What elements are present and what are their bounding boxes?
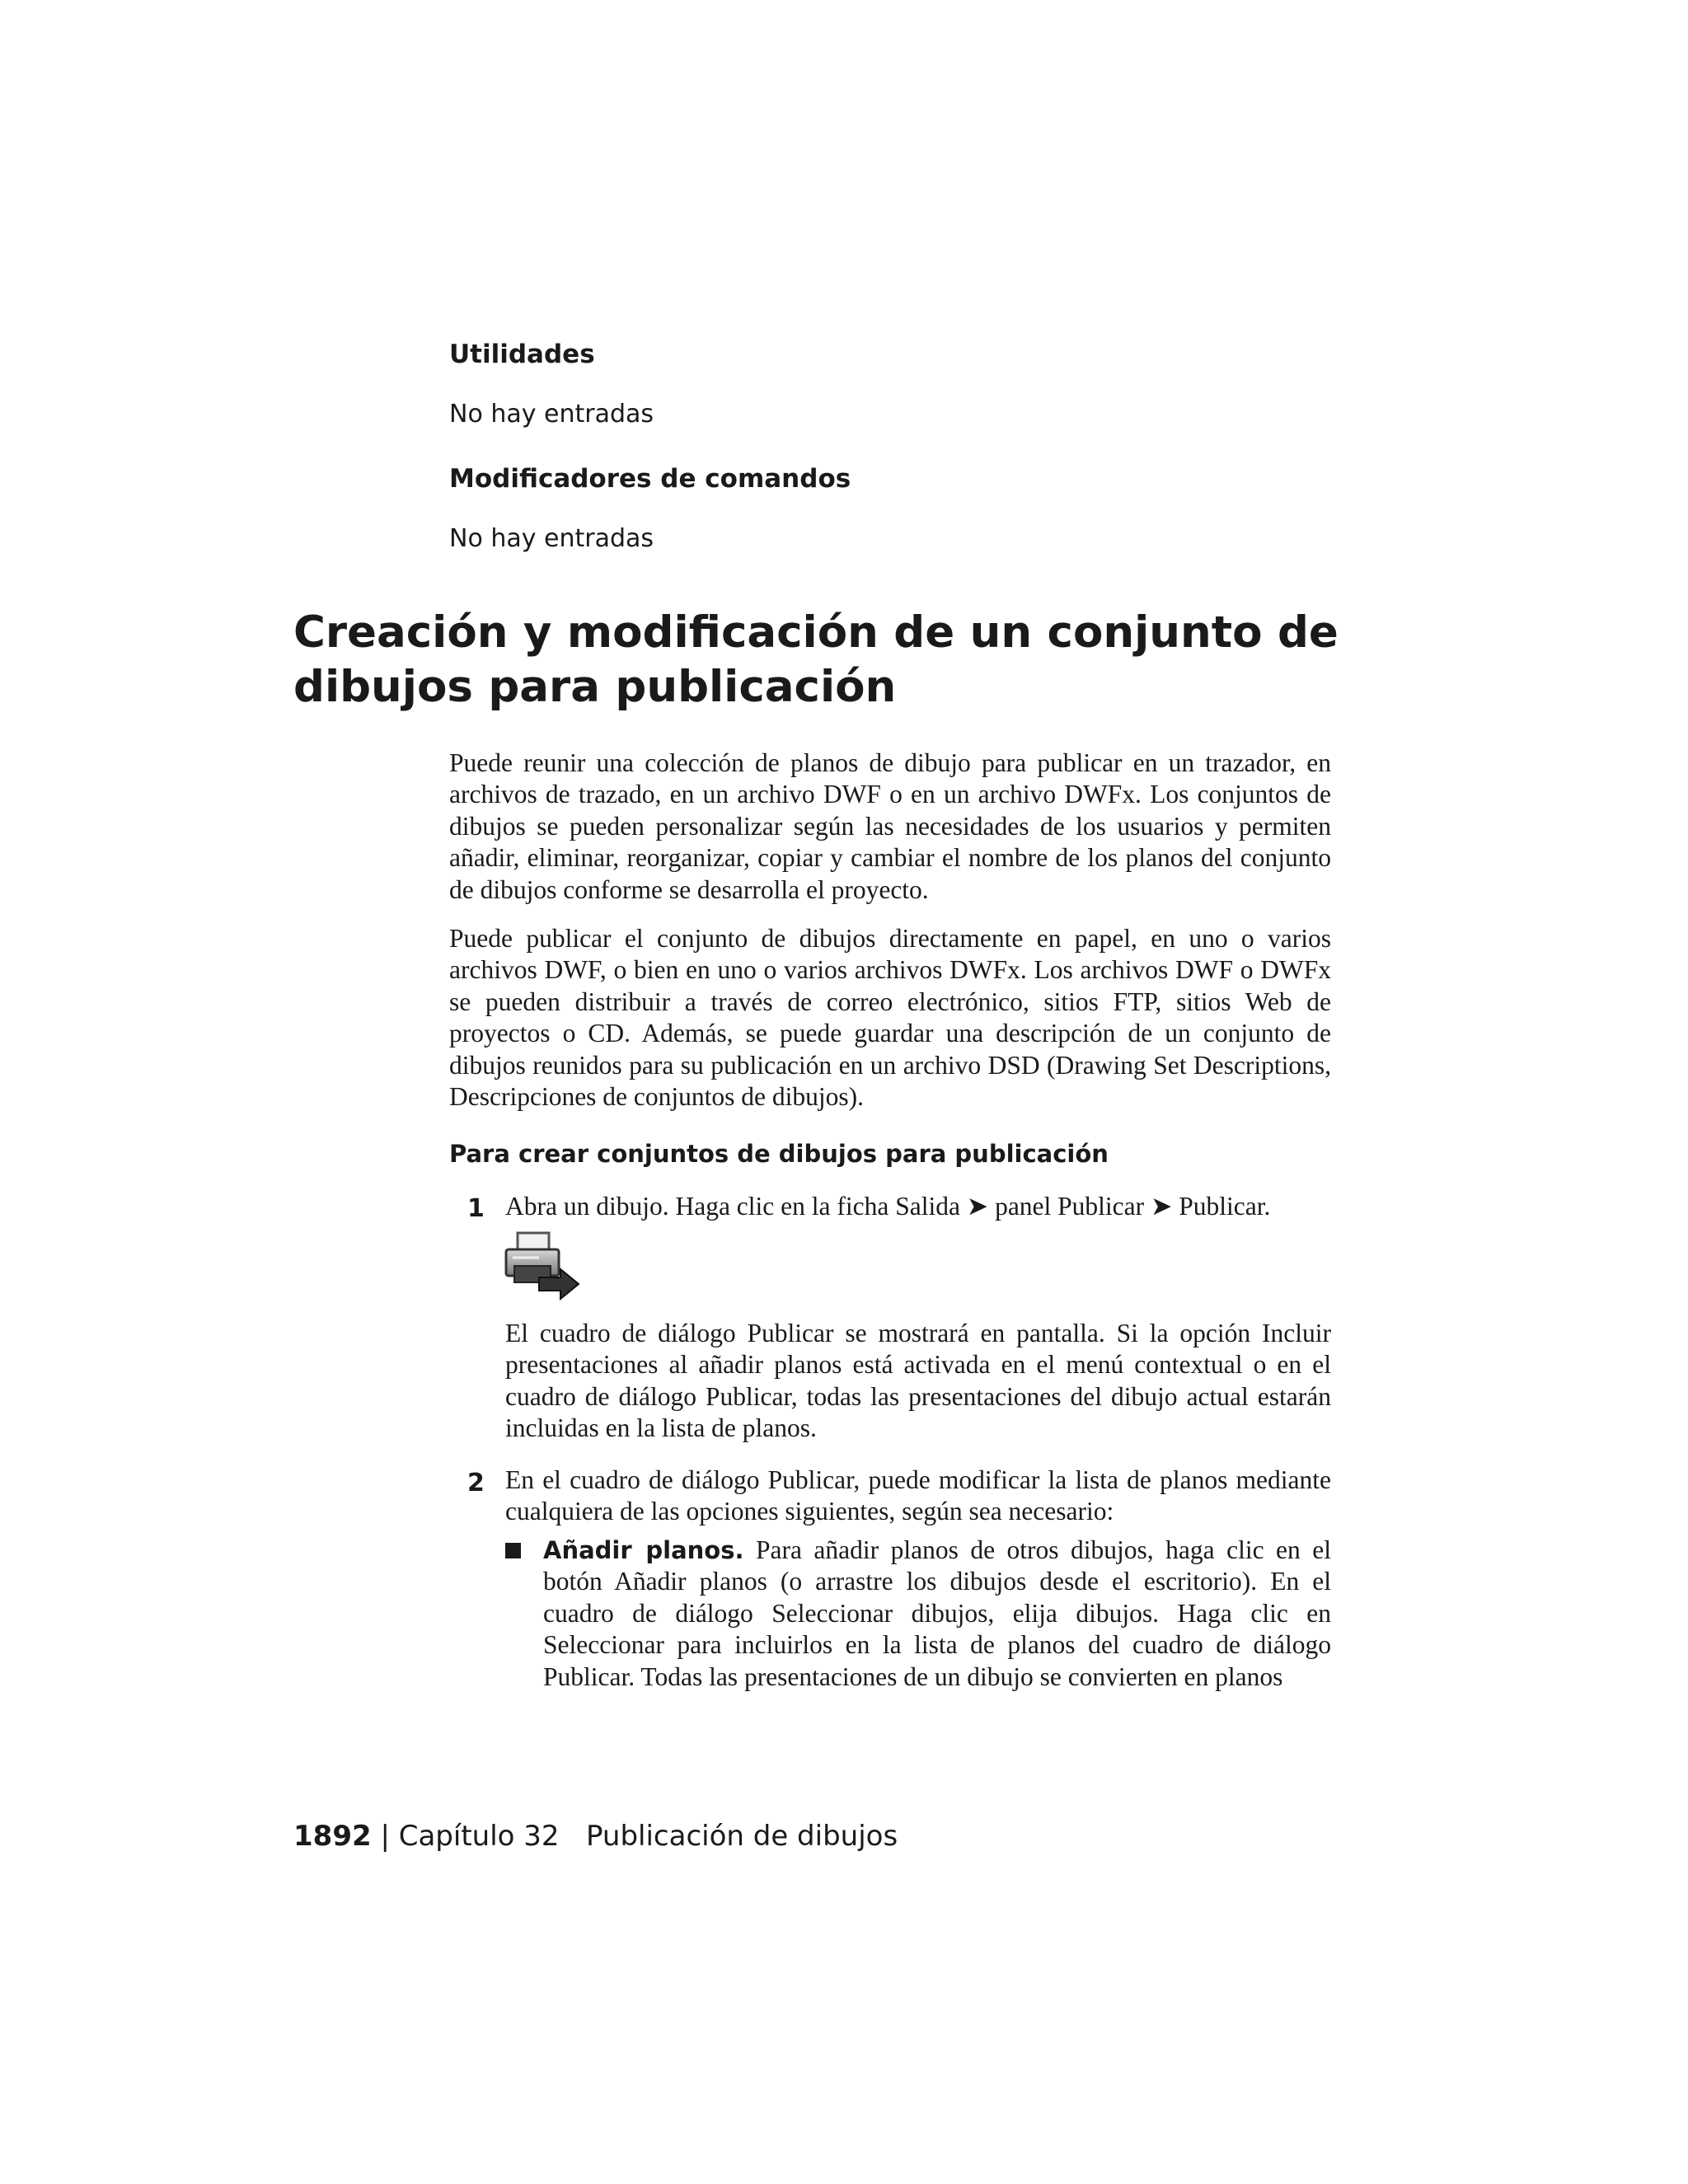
paragraph-2: Puede publicar el conjunto de dibujos directamente en papel, en uno o varios archivos DWF, o bien en uno o varios archivos DWFx. Los archivos DWF o DWFx se pueden distribuir a través de correo electrónico, sitios FTP, sitios Web de proyectos o CD. Además, se puede guardar una descripción de un conjunto de dibujos reunidos para su publicación en un archivo DSD (Drawing Set Descriptions, Descripciones de conjuntos de dibujos). [449, 924, 1331, 1112]
step-text: Abra un dibujo. Haga clic en la ficha Salida ➤ panel Publicar ➤ Publicar. [505, 1192, 1271, 1221]
publish-icon [503, 1228, 582, 1302]
page-footer [293, 1820, 898, 1853]
section-heading-utilidades: Utilidades [449, 340, 595, 369]
bullet-lead: Añadir planos. [543, 1536, 744, 1564]
bullet-item [543, 1535, 1331, 1693]
section-text-modificadores: No hay entradas [449, 524, 654, 553]
page-number: 1892 [293, 1820, 372, 1853]
bullet-square-icon [505, 1543, 521, 1558]
procedure-heading: Para crear conjuntos de dibujos para publicación [449, 1140, 1109, 1168]
footer-separator: | [380, 1820, 390, 1853]
step-text: En el cuadro de diálogo Publicar, puede modificar la lista de planos mediante cualquiera de las opciones siguientes, según sea necesario: [505, 1465, 1331, 1526]
paragraph-1: Puede reunir una colección de planos de dibujo para publicar en un trazador, en archivos de trazado, en un archivo DWF o en un archivo DWFx. Los conjuntos de dibujos se pueden personalizar según las necesidades de los usuarios y permiten añadir, eliminar, reorganizar, copiar y cambiar el nombre de los planos del conjunto de dibujos conforme se desarrolla el proyecto. [449, 748, 1331, 904]
section-text-utilidades: No hay entradas [449, 400, 654, 429]
step-number: 1 [467, 1194, 485, 1223]
footer-chapter-title: Publicación de dibujos [585, 1820, 898, 1853]
section-heading-modificadores: Modificadores de comandos [449, 464, 851, 494]
footer-chapter: Capítulo 32 [398, 1820, 560, 1853]
step-number: 2 [467, 1469, 485, 1497]
step-note: El cuadro de diálogo Publicar se mostrará en pantalla. Si la opción Incluir presentaciones al añadir planos está activada en el menú contextual o en el cuadro de diálogo Publicar, todas las presentaciones del dibujo actual estarán incluidas en la lista de planos. [505, 1319, 1331, 1443]
bullet-text: Para añadir planos de otros dibujos, haga clic en el botón Añadir planos (o arrastre los dibujos desde el escritorio). En el cuadro de diálogo Seleccionar dibujos, elija dibujos. Haga clic en Seleccionar para incluirlos en la lista de planos del cuadro de diálogo Publicar. Todas las presentaciones de un dibujo se convierten en planos [543, 1535, 1331, 1691]
page-title: Creación y modificación de un conjunto de dibujos para publicación [293, 607, 1339, 712]
